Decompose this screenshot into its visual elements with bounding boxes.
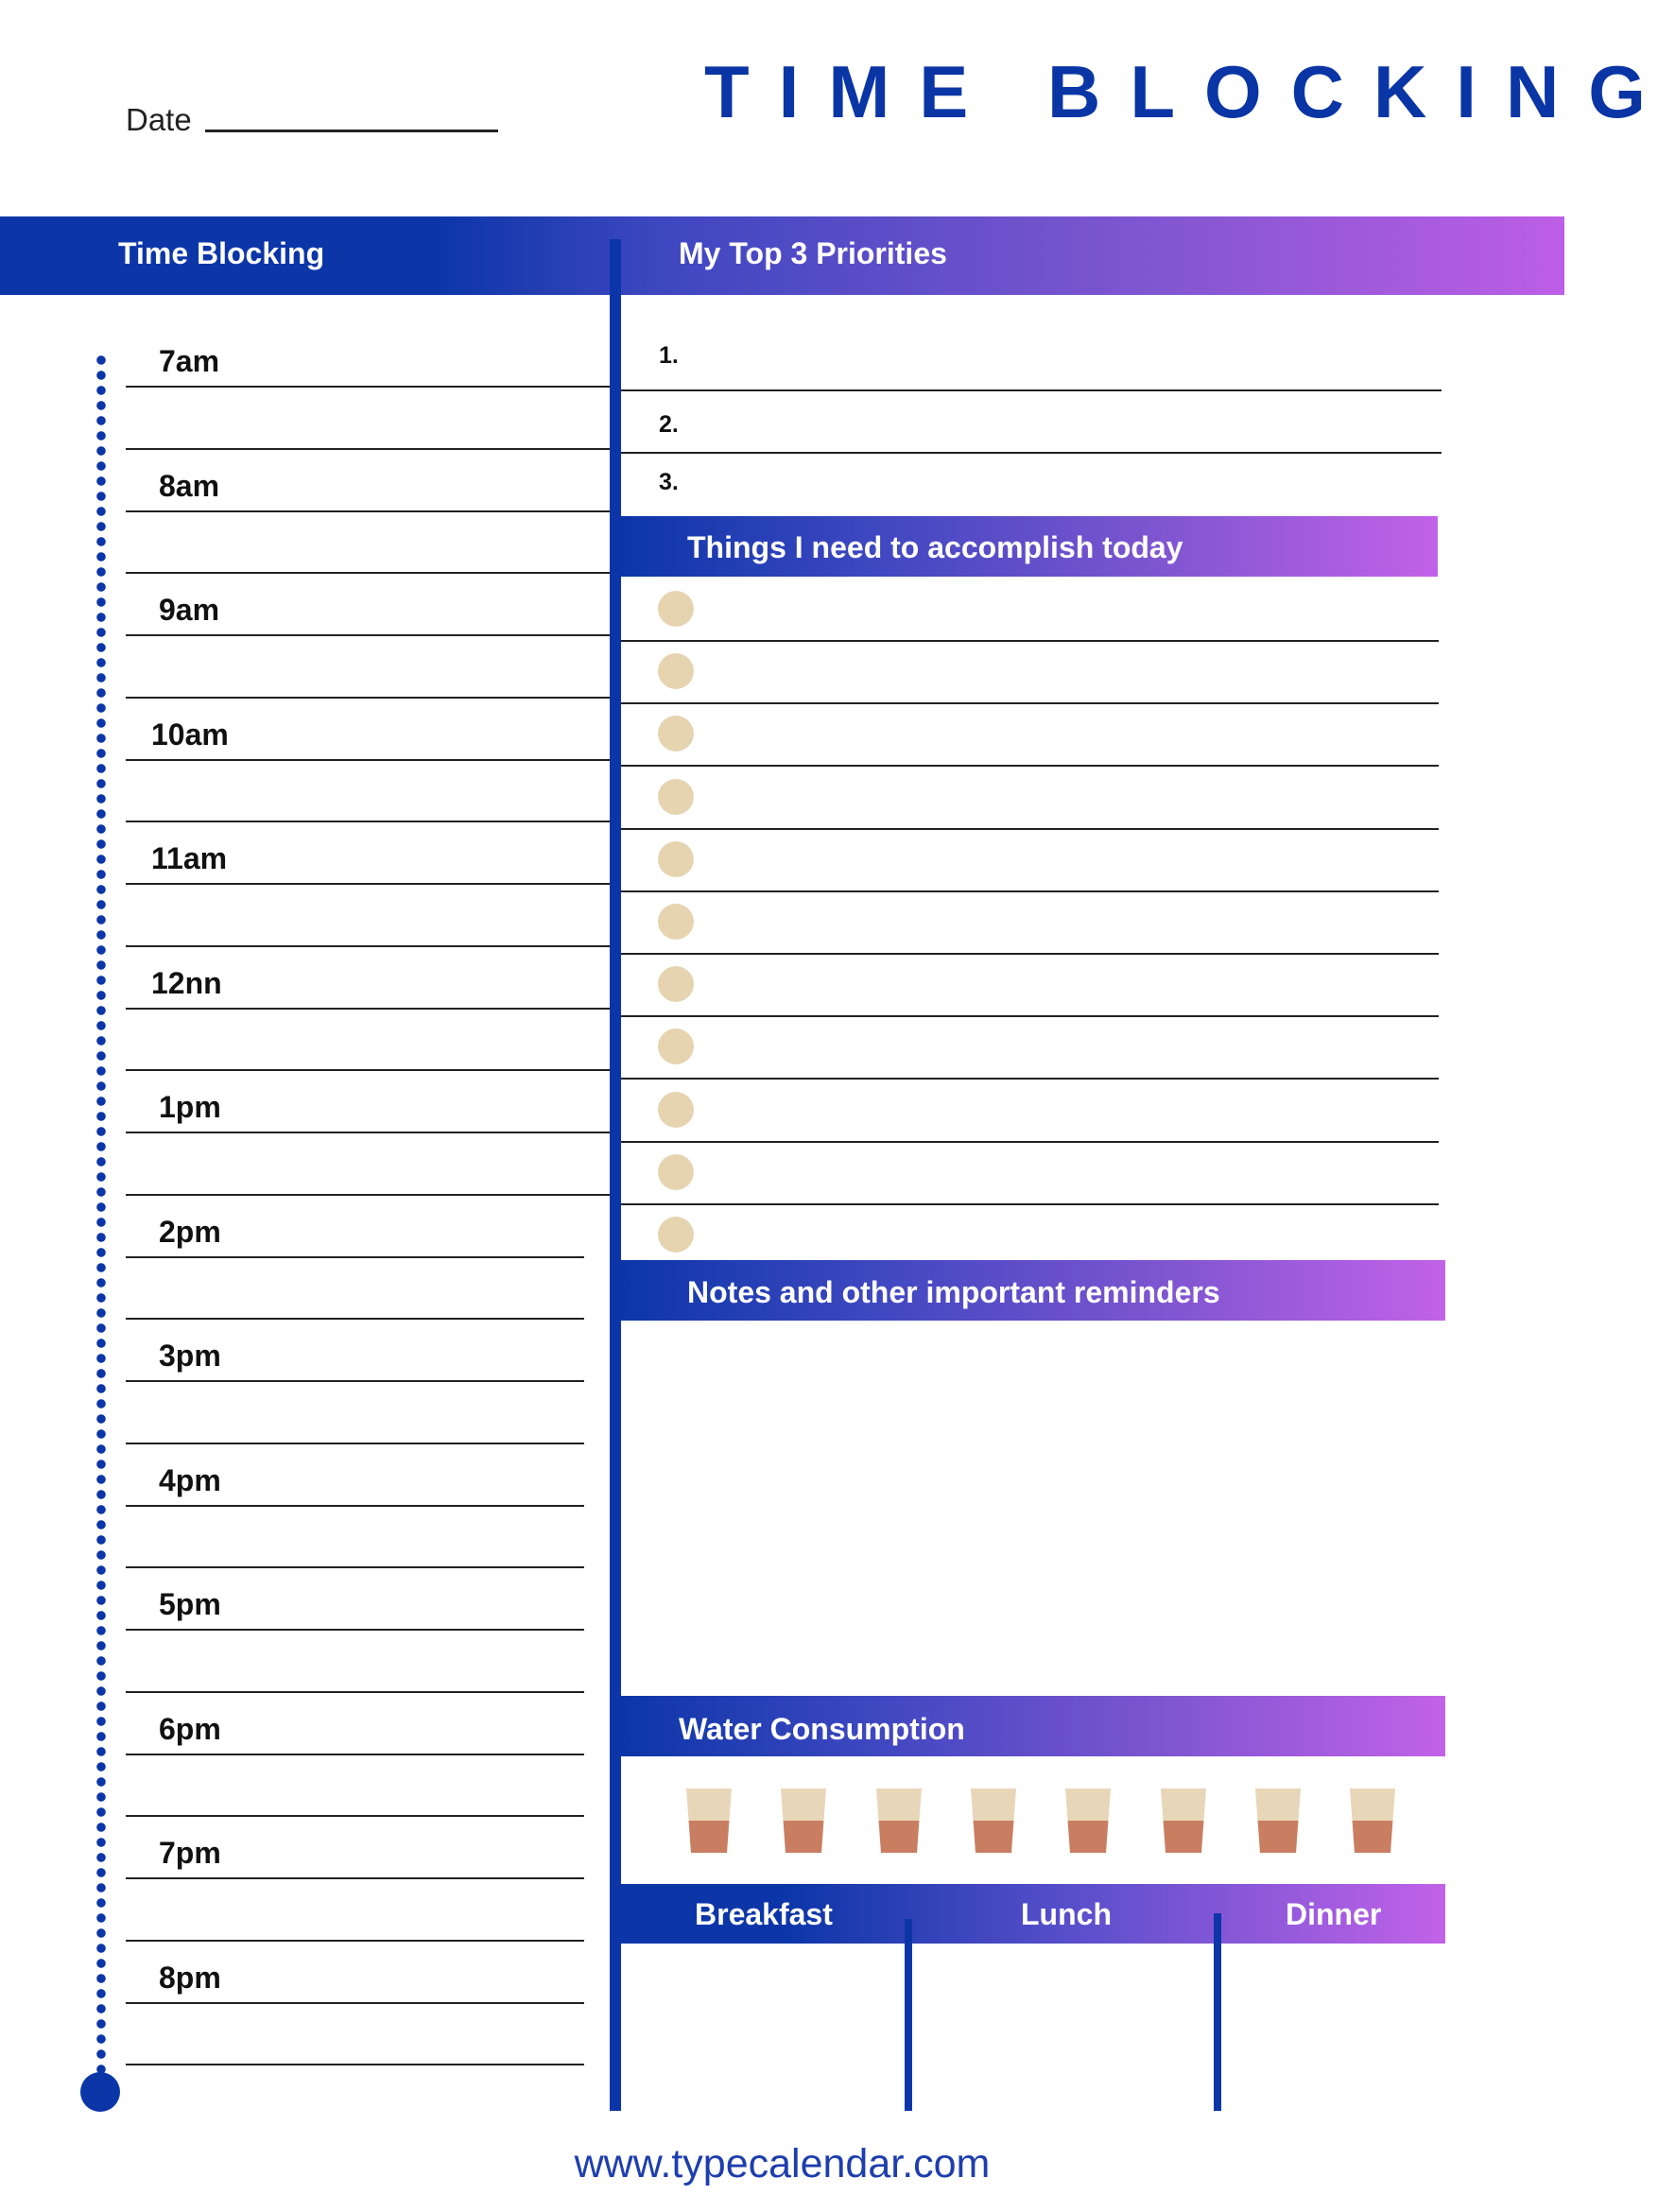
hour-slot-line[interactable] [126,1505,584,1507]
breakfast-area[interactable] [629,1947,901,2108]
hour-slot-line[interactable] [126,883,610,885]
hour-label: 7am [159,344,220,378]
hour-slot-line[interactable] [126,1877,584,1879]
lunch-area[interactable] [916,1947,1209,2108]
hour-slot-line[interactable] [126,1256,584,1258]
task-line[interactable] [621,1015,1439,1017]
task-checkbox-circle[interactable] [658,1092,694,1128]
hour-label: 4pm [159,1462,221,1497]
half-hour-slot-line[interactable] [126,1194,610,1196]
priority-line-2[interactable] [621,452,1442,454]
hour-label: 8am [159,468,220,503]
hour-label: 6pm [159,1711,221,1746]
task-checkbox-circle[interactable] [658,966,694,1002]
hour-label: 10am [151,717,229,752]
hour-slot-line[interactable] [126,1380,584,1382]
half-hour-slot-line[interactable] [126,945,610,947]
half-hour-slot-line[interactable] [126,697,610,699]
notes-section-heading: Notes and other important reminders [687,1275,1220,1309]
task-line[interactable] [621,702,1439,704]
hour-slot-line[interactable] [126,2002,584,2004]
half-hour-slot-line[interactable] [126,1566,584,1568]
task-checkbox-circle[interactable] [658,841,694,877]
task-line[interactable] [621,765,1439,767]
task-checkbox-circle[interactable] [658,1028,694,1064]
half-hour-slot-line[interactable] [126,572,610,574]
hour-slot-line[interactable] [126,634,610,636]
hour-label: 12nn [151,965,222,1000]
dinner-area[interactable] [1225,1947,1442,2108]
task-checkbox-circle[interactable] [658,591,694,627]
hour-slot-line[interactable] [126,1132,610,1133]
water-cup-icon[interactable] [876,1789,922,1853]
half-hour-slot-line[interactable] [126,1443,584,1444]
task-checkbox-circle[interactable] [658,1217,694,1253]
timeline-dotted-line [95,353,107,2087]
meal-lunch-label: Lunch [1021,1897,1112,1931]
column-divider [610,239,621,2111]
hour-slot-line[interactable] [126,1008,610,1010]
priority-line-1[interactable] [621,389,1442,391]
timeline-end-dot [80,2072,120,2112]
hour-label: 8pm [159,1960,221,1995]
notes-area[interactable] [629,1328,1442,1687]
water-cup-icon[interactable] [1255,1789,1301,1853]
task-line[interactable] [621,640,1439,642]
hour-label: 3pm [159,1339,221,1373]
hour-slot-line[interactable] [126,386,610,388]
water-cup-icon[interactable] [781,1789,826,1853]
date-label: Date [126,102,192,137]
water-cup-icon[interactable] [1065,1789,1111,1853]
time-blocking-heading: Time Blocking [118,236,325,270]
meal-breakfast-label: Breakfast [695,1897,833,1931]
water-cup-icon[interactable] [1350,1789,1395,1853]
meal-divider-1 [905,1919,912,2111]
half-hour-slot-line[interactable] [126,448,610,450]
task-line[interactable] [621,1078,1439,1080]
half-hour-slot-line[interactable] [126,1940,584,1942]
priority-number-2: 2. [659,411,679,438]
task-line[interactable] [621,1203,1439,1205]
water-cup-icon[interactable] [686,1789,732,1853]
date-field-line[interactable] [205,130,498,132]
half-hour-slot-line[interactable] [126,2064,584,2065]
half-hour-slot-line[interactable] [126,821,610,822]
hour-label: 2pm [159,1214,221,1249]
hour-label: 7pm [159,1836,221,1870]
hour-label: 9am [159,593,220,627]
task-checkbox-circle[interactable] [658,716,694,752]
page-title: TIME BLOCKING [704,50,1675,133]
priority-number-1: 1. [659,342,679,369]
water-cup-icon[interactable] [1161,1789,1206,1853]
half-hour-slot-line[interactable] [126,1815,584,1817]
footer-url[interactable]: www.typecalendar.com [574,2141,991,2186]
task-checkbox-circle[interactable] [658,653,694,689]
hour-label: 5pm [159,1587,221,1621]
hour-slot-line[interactable] [126,759,610,761]
half-hour-slot-line[interactable] [126,1318,584,1320]
meal-divider-2 [1214,1913,1221,2111]
water-section-heading: Water Consumption [679,1712,965,1746]
hour-label: 11am [151,841,228,875]
water-cup-icon[interactable] [971,1789,1016,1853]
tasks-section-heading: Things I need to accomplish today [687,530,1183,564]
half-hour-slot-line[interactable] [126,1069,610,1071]
hour-label: 1pm [159,1090,221,1124]
task-line[interactable] [621,890,1439,892]
task-line[interactable] [621,828,1439,830]
hour-slot-line[interactable] [126,1629,584,1631]
priority-number-3: 3. [659,469,679,495]
half-hour-slot-line[interactable] [126,1691,584,1693]
task-checkbox-circle[interactable] [658,779,694,815]
hour-slot-line[interactable] [126,1754,584,1755]
top-priorities-heading: My Top 3 Priorities [679,236,947,270]
hour-slot-line[interactable] [126,510,610,512]
task-checkbox-circle[interactable] [658,1154,694,1190]
meal-dinner-label: Dinner [1286,1897,1382,1931]
task-line[interactable] [621,1141,1439,1143]
task-checkbox-circle[interactable] [658,904,694,940]
task-line[interactable] [621,953,1439,955]
